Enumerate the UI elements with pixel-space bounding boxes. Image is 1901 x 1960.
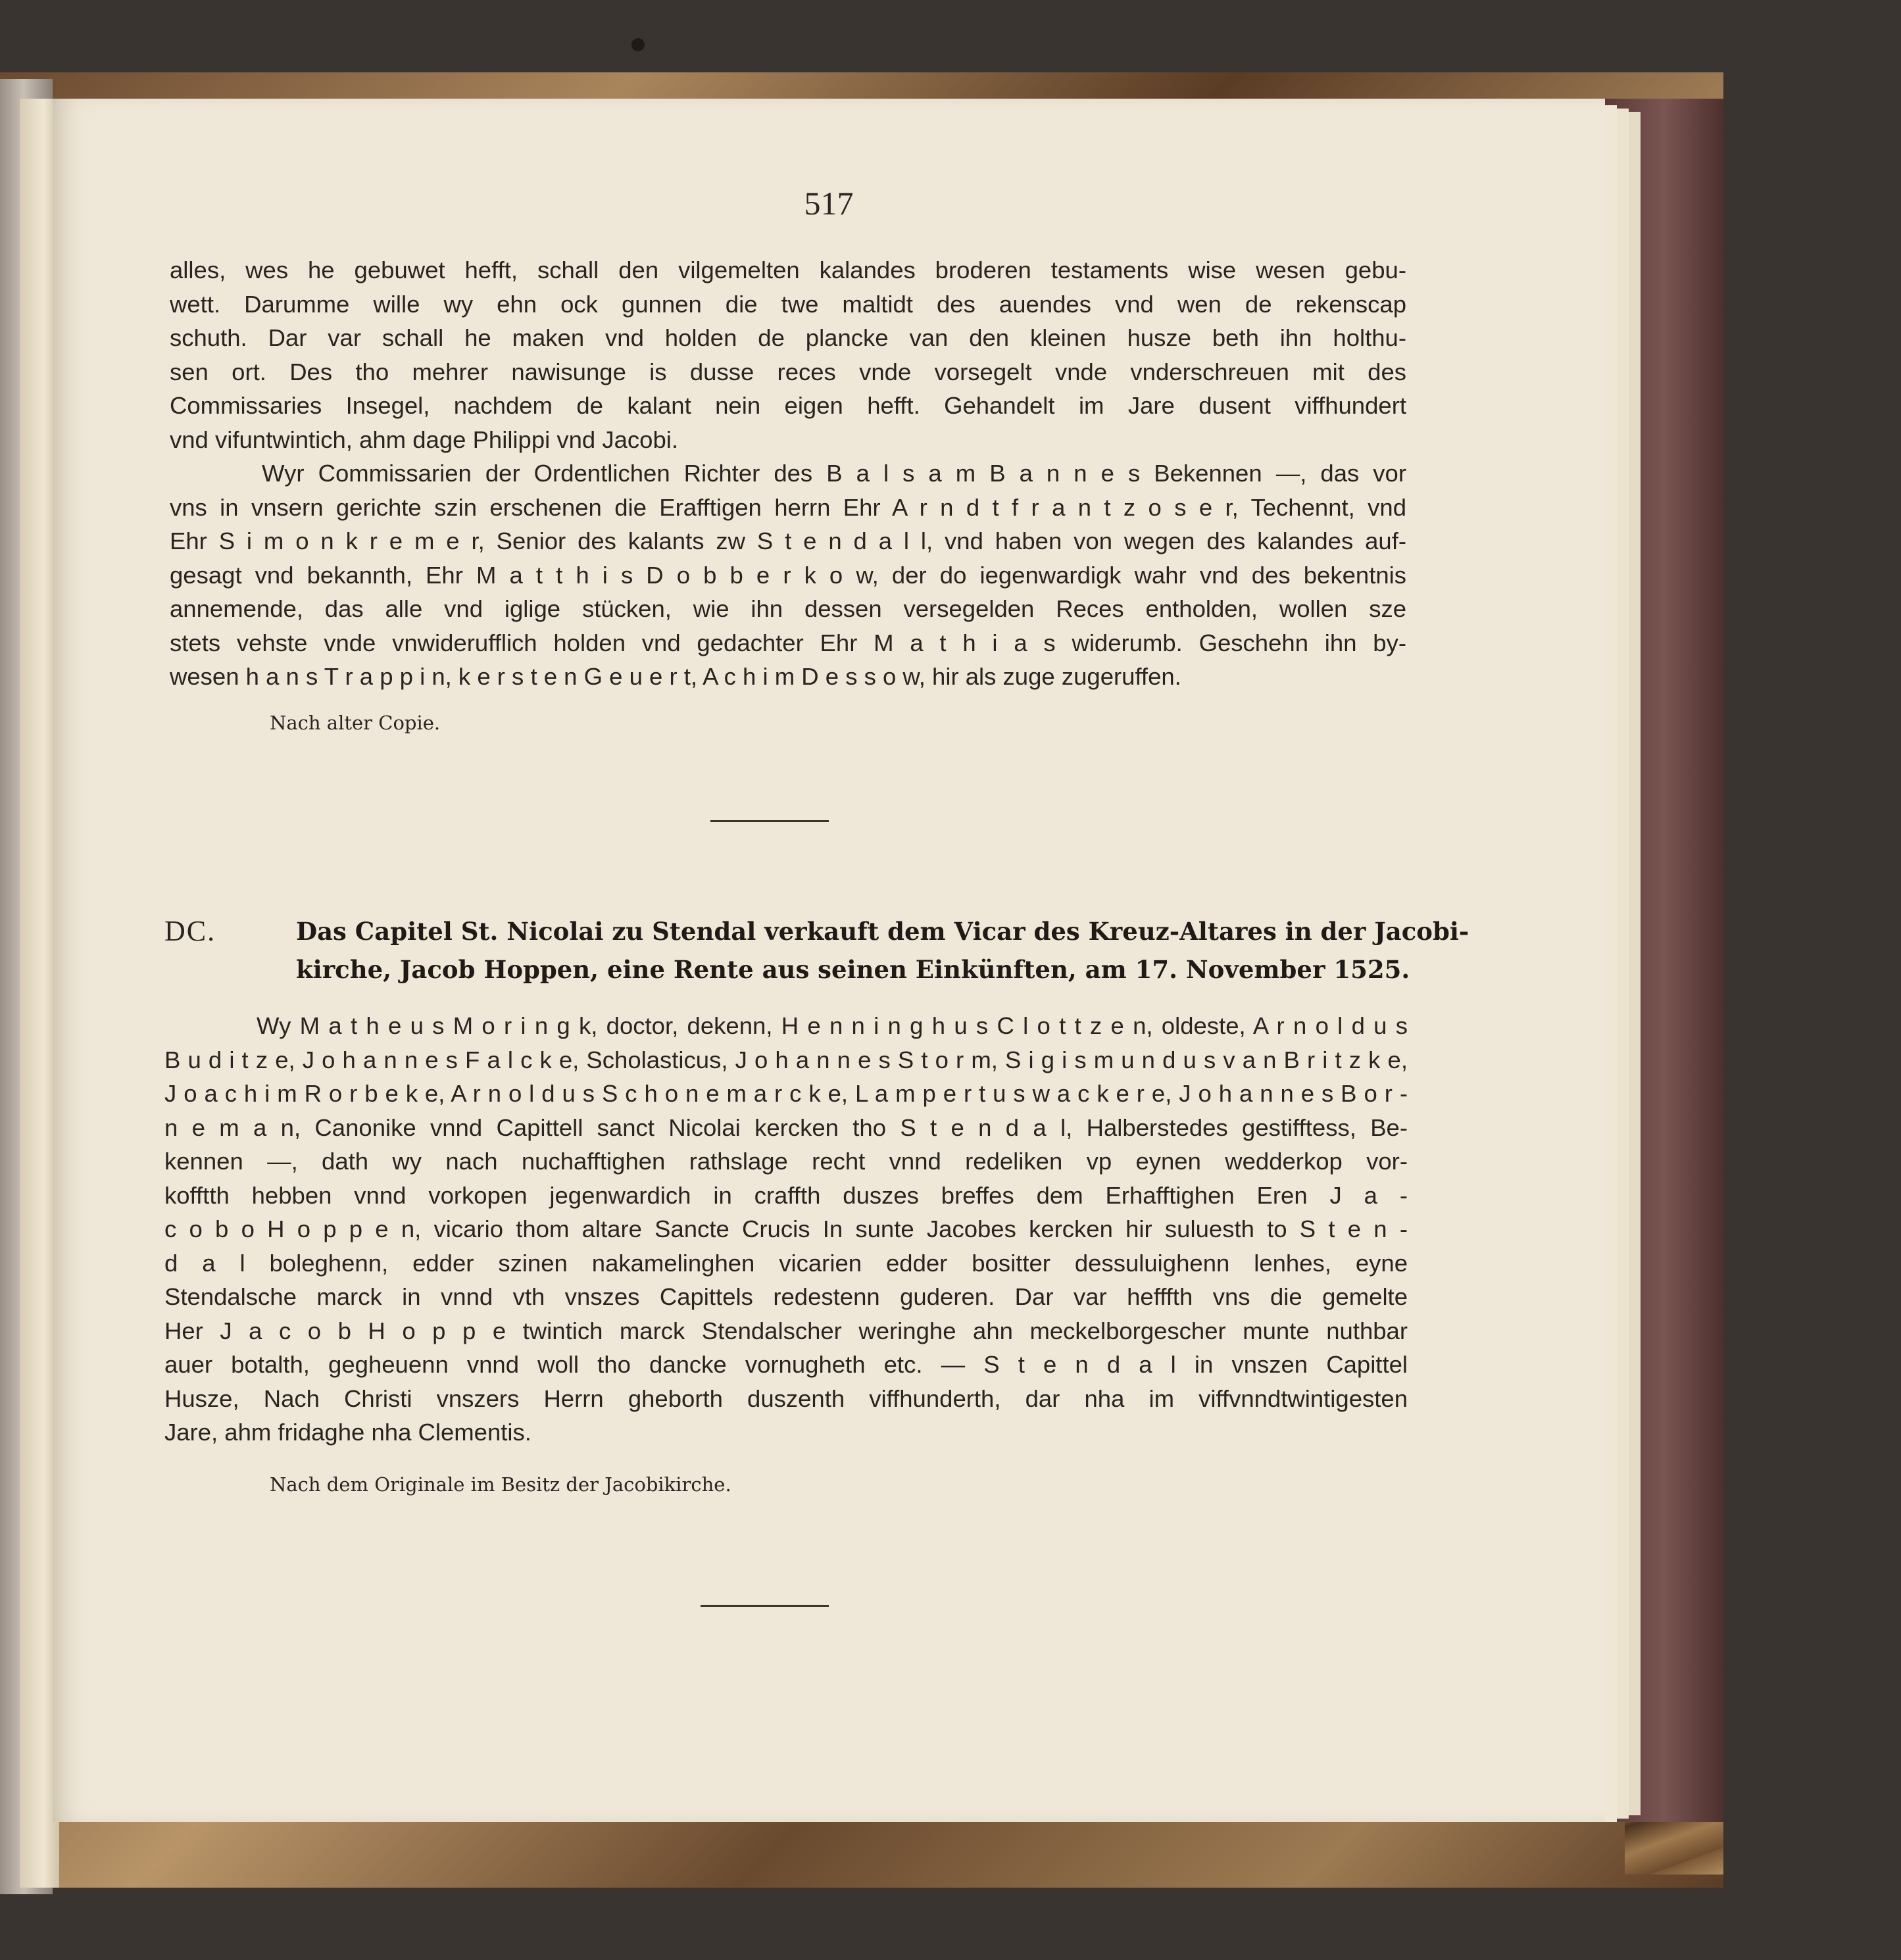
source-note: Nach alter Copie.: [270, 712, 441, 734]
page-number: 517: [804, 185, 854, 222]
text-line: Stendalsche marck in vnnd vth vnszes Capittels redestenn guderen. Dar var hefffth vns die gemelte: [164, 1283, 1408, 1310]
text-line: Ehr S i m o n k r e m e r, Senior des kalants zw S t e n d a l l, vnd haben von wegen des kalandes auf-: [170, 527, 1406, 554]
top-paragraph: [170, 253, 1406, 456]
text-line: gesagt vnd bekannth, Ehr M a t t h i s D o b b e r k o w, der do iegenwardigk wahr vnd des bekentnis: [170, 561, 1406, 589]
text-line: kennen —, dath wy nach nuchafftighen rathslage recht vnnd redeliken vp eynen wedderkop vor-: [164, 1148, 1408, 1175]
title-line: kirche, Jacob Hoppen, eine Rente aus seinen Einkünften, am 17. November 1525.: [296, 955, 1410, 984]
book-page: [53, 99, 1605, 1822]
text-line: d a l boleghenn, edder szinen nakamelinghen vicarien edder bositter dessuluighenn lenhes, eyne: [164, 1249, 1408, 1277]
text-line: auer botalth, gegheuenn vnnd woll tho dancke vornugheth etc. — S t e n d a l in vnszen Capittel: [164, 1351, 1408, 1378]
source-note: Nach dem Originale im Besitz der Jacobikirche.: [270, 1473, 731, 1496]
text-line: Jare, ahm fridaghe nha Clementis.: [164, 1419, 531, 1446]
text-line: alles, wes he gebuwet hefft, schall den vilgemelten kalandes broderen testaments wise wesen gebu-: [170, 257, 1406, 283]
text-line: Wyr Commissarien der Ordentlichen Richter des B a l s a m B a n n e s Bekennen —, das vor: [262, 460, 1406, 487]
text-line: Husze, Nach Christi vnszers Herrn gheborth duszenth viffhunderth, dar nha im viffvnndtwintigesten: [164, 1384, 1408, 1412]
entry-text: [164, 1009, 1408, 1450]
end-separator: [701, 1605, 829, 1607]
text-line: sen ort. Des tho mehrer nawisunge is dusse reces vnde vorsegelt vnde vnderschreuen mit des: [170, 358, 1406, 385]
text-line: Wy M a t h e u s M o r i n g k, doctor, dekenn, H e n n i n g h u s C l o t t z e n, oldeste, A r n o l d u s: [257, 1012, 1408, 1039]
text-line: B u d i t z e, J o h a n n e s F a l c k e, Scholasticus, J o h a n n e s S t o r m, S i g i s m u n d u s v a n B r i t z k e,: [164, 1046, 1408, 1073]
entry-title: [296, 912, 1469, 989]
binding-dot: [631, 38, 645, 51]
text-line: vns in vnsern gerichte szin erschenen die Erafftigen herrn Ehr A r n d t f r a n t z o s e r, Techennt, vnd: [170, 493, 1406, 521]
text-line: c o b o H o p p e n, vicario thom altare Sancte Crucis In sunte Jacobes kercken hir suluesth to S t e n -: [164, 1215, 1408, 1242]
text-line: J o a c h i m R o r b e k e, A r n o l d u s S c h o n e m a r c k e, L a m p e r t u s w a c k e r e, J o h a n n e s B o r -: [164, 1080, 1408, 1107]
text-line: n e m a n, Canonike vnnd Capittell sanct Nicolai kercken tho S t e n d a l, Halberstedes gestifftess, Be-: [164, 1114, 1408, 1141]
text-line: stets vehste vnde vnwiderufflich holden vnd gedachter Ehr M a t h i a s widerumb. Geschehn ihn by-: [170, 629, 1406, 656]
text-line: Her J a c o b H o p p e twintich marck Stendalscher weringhe ahn meckelborgescher munte nuthbar: [164, 1317, 1408, 1344]
text-line: annemende, das alle vnd iglige stücken, wie ihn dessen versegelden Reces entholden, wollen sze: [170, 595, 1406, 622]
text-line: wesen h a n s T r a p p i n, k e r s t e n G e u e r t, A c h i m D e s s o w, hir als zuge zugeruffen.: [170, 663, 1181, 690]
text-line: vnd vifuntwintich, ahm dage Philippi vnd Jacobi.: [170, 426, 679, 453]
section-separator: [710, 820, 829, 822]
entry-label: DC.: [164, 915, 216, 947]
second-paragraph: [170, 456, 1406, 694]
text-line: kofftth hebben vnnd vorkopen jegenwardich in craffth duszes breffes dem Erhafftighen Eren J a -: [164, 1181, 1408, 1209]
text-line: schuth. Dar var schall he maken vnd holden de plancke van den kleinen husze beth ihn holthu-: [170, 324, 1406, 351]
title-line: Das Capitel St. Nicolai zu Stendal verkauft dem Vicar des Kreuz-Altares in der Jacobi-: [296, 917, 1469, 946]
text-line: Commissaries Insegel, nachdem de kalant nein eigen hefft. Gehandelt im Jare dusent viffhundert: [170, 392, 1406, 419]
text-line: wett. Darumme wille wy ehn ock gunnen die twe maltidt des auendes vnd wen de rekenscap: [170, 290, 1406, 318]
